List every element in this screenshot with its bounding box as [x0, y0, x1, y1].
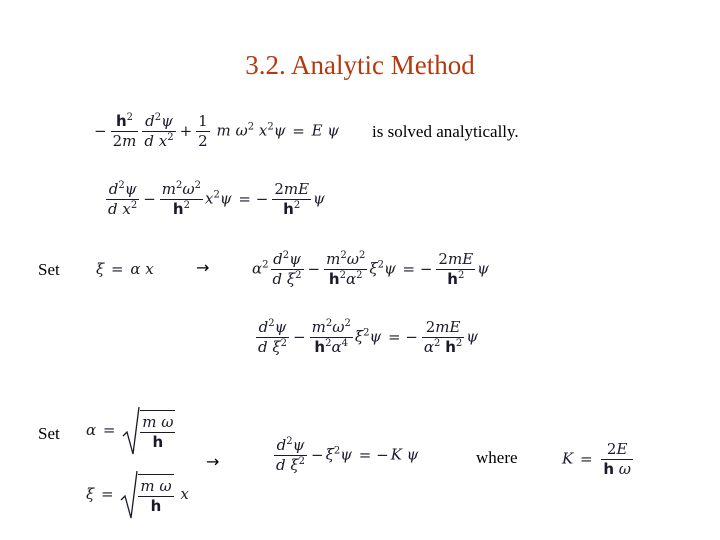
set-label-1: Set	[38, 260, 60, 279]
equation-reduced: $\frac{d^2\psi}{d \xi^2}$ − $\xi^2\psi$ = − K ψ	[276, 436, 419, 474]
slide-title: 3.2. Analytic Method	[245, 50, 475, 80]
definition-K: K = $\frac{2E}{\text{h ω}}$	[562, 440, 632, 478]
arrow-icon: →	[196, 258, 210, 277]
definition-xi: ξ = $\frac{\text{m ω}}{h}$ x	[86, 474, 189, 516]
substitution-xi-alpha-x: ξ = α x	[96, 260, 154, 278]
where-label: where	[476, 448, 518, 467]
definition-alpha: α = $\frac{\text{m ω}}{h}$	[86, 410, 177, 452]
equation-rearranged: $\frac{d^2\psi}{d x^2}$ − $\frac{m^2\omega^2}{h^2}$ $x^2\psi$ = − $\frac{2mE}{h^2}$ ψ	[108, 180, 325, 218]
arrow-icon: →	[206, 452, 220, 471]
set-label-2: Set	[38, 424, 60, 443]
equation-schrodinger: − $\frac{h^2}{2m}$ $\frac{d^2\psi}{d x^2}$ + $\frac{1}{2}$ m $\omega^2$ $x^2\psi = E$ ψ	[94, 112, 340, 150]
equation-substituted: $\alpha^2$ $\frac{d^2\psi}{d \xi^2}$ − $\frac{m^2\omega^2}{h^2\alpha^2}$ $\xi^2\psi$ = − $\frac{2mE}{h^2}$ ψ	[252, 250, 489, 288]
equation-divided: $\frac{d^2\psi}{d \xi^2}$ − $\frac{m^2\omega^2}{h^2\alpha^4}$ $\xi^2\psi$ = − $\frac{2mE}{\alpha^2 h^2}$ ψ	[258, 318, 479, 356]
solved-analytically-text: is solved analytically.	[372, 122, 519, 141]
